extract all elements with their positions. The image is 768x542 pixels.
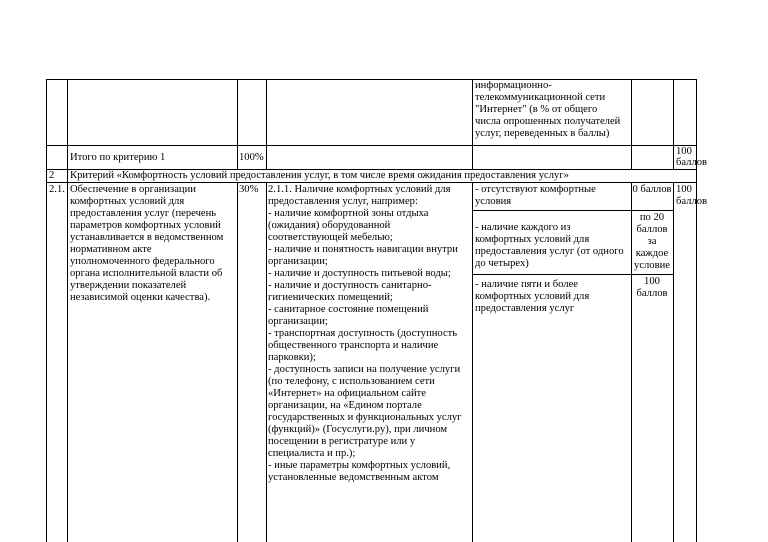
indicator-weight: 30% [239, 184, 259, 195]
total-label: Итого по критерию 1 [70, 152, 166, 163]
condition-points: 0 баллов [632, 184, 672, 195]
parameter-text-line: (функций)» (Госуслуги.ру), при личном [268, 424, 448, 435]
indicator-text-line: утверждении показателей [70, 280, 187, 291]
criterion-number: 2 [49, 170, 55, 181]
table-border-left [46, 79, 47, 542]
criterion-title: Критерий «Комфортность условий предоставления услуг, в том числе время ожидания предоставления услуг» [70, 170, 569, 181]
condition-points: баллов [636, 224, 668, 235]
condition-points: условие [634, 260, 670, 271]
column-divider [266, 79, 267, 169]
table-border-right [696, 79, 697, 542]
parameter-text-line: посещении в регистратуре или у [268, 436, 416, 447]
parameter-text-line: специалиста и пр.); [268, 448, 356, 459]
max-points-unit: баллов [676, 196, 708, 207]
condition-points: каждое [635, 248, 669, 259]
column-divider [673, 79, 674, 169]
condition-points: по 20 [639, 212, 665, 223]
column-divider [67, 169, 68, 182]
indicator-text-line: нормативном акте [70, 244, 152, 255]
condition-text-line: - наличие каждого из [475, 222, 571, 233]
indicator-text-line: параметров комфортных условий [70, 220, 221, 231]
column-divider [266, 182, 267, 542]
total-weight: 100% [239, 152, 264, 163]
column-divider [472, 182, 473, 542]
parameter-text-line: - наличие и доступность питьевой воды; [268, 268, 451, 279]
condition-text-line: предоставления услуг (от одного [475, 246, 624, 257]
parameter-text-line: установленные ведомственным актом [268, 472, 439, 483]
parameter-text-line: соответствующей мебелью; [268, 232, 393, 243]
column-divider [237, 182, 238, 542]
condition-points: за [647, 236, 657, 247]
row-divider [46, 145, 697, 146]
column-divider [237, 79, 238, 169]
indicator-text-line: органа исполнительной власти об [70, 268, 223, 279]
parameter-text-line: организации; [268, 316, 328, 327]
parameter-text-line: общественного транспорта и наличие [268, 340, 439, 351]
parameter-text-line: - наличие и понятность навигации внутри [268, 244, 458, 255]
row-divider [46, 182, 697, 183]
condition-text-line: - наличие пяти и более [475, 279, 578, 290]
parameter-text-line: - транспортная доступность (доступность [268, 328, 458, 339]
parameter-text-line: организации, на «Едином портале [268, 400, 422, 411]
parameter-text-line: - санитарное состояние помещений [268, 304, 429, 315]
info-text-line: числа опрошенных получателей [475, 116, 621, 127]
parameter-text-line: (по телефону, с использованием сети [268, 376, 435, 387]
condition-text-line: - отсутствуют комфортные [475, 184, 596, 195]
column-divider [472, 79, 473, 169]
indicator-text-line: Обеспечение в организации [70, 184, 196, 195]
parameter-text-line: 2.1.1. Наличие комфортных условий для [268, 184, 451, 195]
parameter-text-line: - иные параметры комфортных условий, [268, 460, 451, 471]
indicator-text-line: устанавливается в ведомственном [70, 232, 224, 243]
info-text-line: услуг, переведенных в баллы) [475, 128, 610, 139]
parameter-text-line: парковки); [268, 352, 316, 363]
condition-points: баллов [636, 288, 668, 299]
condition-divider [472, 274, 673, 275]
info-text-line: телекоммуникационной сети [475, 92, 606, 103]
parameter-text-line: (ожидания) оборудованной [268, 220, 391, 231]
condition-text-line: условия [475, 196, 512, 207]
parameter-text-line: - доступность записи на получение услуги [268, 364, 461, 375]
parameter-text-line: предоставления услуг, например: [268, 196, 418, 207]
column-divider [67, 79, 68, 169]
indicator-text-line: уполномоченного федерального [70, 256, 215, 267]
condition-text-line: предоставления услуг [475, 303, 575, 314]
info-text-line: информационно- [475, 80, 552, 91]
condition-text-line: комфортных условий для [475, 291, 590, 302]
condition-points: 100 [644, 276, 660, 287]
total-points-unit: баллов [676, 157, 708, 168]
total-points: 100 [676, 146, 692, 157]
column-divider [67, 182, 68, 542]
condition-text-line: комфортных условий для [475, 234, 590, 245]
max-points: 100 [676, 184, 692, 195]
indicator-text-line: независимой оценки качества). [70, 292, 211, 303]
column-divider [673, 182, 674, 542]
parameter-text-line: организации; [268, 256, 328, 267]
parameter-text-line: гигиенических помещений; [268, 292, 393, 303]
indicator-text-line: предоставления услуг (перечень [70, 208, 217, 219]
condition-divider [472, 210, 673, 211]
indicator-text-line: комфортных условий для [70, 196, 185, 207]
table-border-top [46, 79, 697, 80]
parameter-text-line: «Интернет» на официальном сайте [268, 388, 426, 399]
info-text-line: "Интернет" (в % от общего [475, 104, 598, 115]
condition-text-line: до четырех) [475, 258, 529, 269]
indicator-number: 2.1. [49, 184, 65, 195]
parameter-text-line: государственных и функциональных услуг [268, 412, 462, 423]
parameter-text-line: - наличие и доступность санитарно- [268, 280, 432, 291]
parameter-text-line: - наличие комфортной зоны отдыха [268, 208, 429, 219]
column-divider [631, 79, 632, 169]
